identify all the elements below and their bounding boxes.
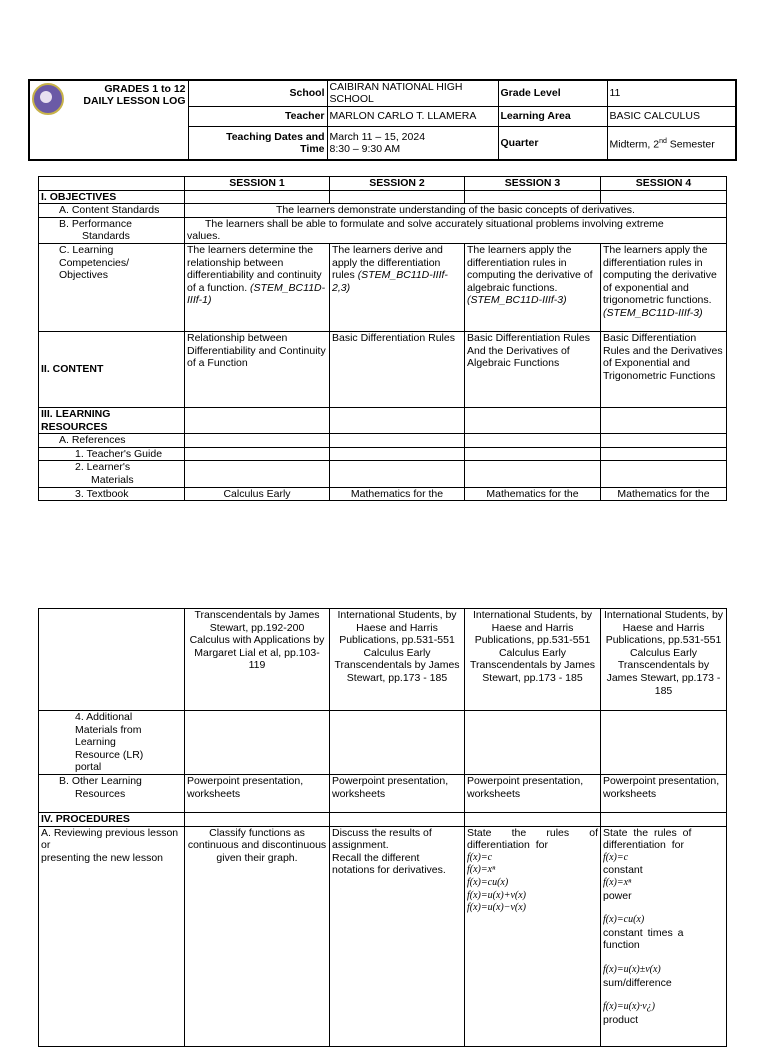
s4-rule-2: power (603, 889, 632, 902)
textbook-s1-part2: Transcendentals by James Stewart, pp.192-200 Calculus with Applications by Margaret Lial et al, pp.103-119 (185, 609, 330, 711)
school-label: School (188, 80, 327, 106)
dates-value (327, 126, 498, 160)
area-label: Learning Area (498, 106, 607, 126)
quarter-value (607, 126, 736, 160)
additional-materials-label: 4. Additional Materials from Learning Resource (LR) portal (39, 711, 185, 775)
s3-formula-3: f(x)=cu(x) (467, 876, 509, 888)
dates-label-line2: Time (300, 143, 325, 156)
performance-value-line2: values. (187, 230, 221, 243)
teacher-label: Teacher (188, 106, 327, 126)
textbook-s1-part1: Calculus Early (185, 487, 330, 501)
learners-materials-line1: 2. Learner's (75, 461, 131, 474)
quarter-value-sup: nd (659, 137, 667, 145)
other-resources-line2: Resources (75, 787, 126, 800)
competency-s2 (330, 243, 465, 331)
resources-heading-line1: III. LEARNING (41, 407, 111, 420)
school-value: CAIBIRAN NATIONAL HIGH SCHOOL (327, 80, 498, 106)
performance-label-line1: B. Performance (59, 217, 132, 230)
s4-formula-3: f(x)=cu(x) (603, 914, 645, 926)
quarter-value-tail: Semester (666, 138, 715, 151)
procedure-a-s3-intro: State the rules of differentiation for (467, 826, 598, 852)
s3-formula-1: f(x)=c (467, 851, 493, 863)
s4-rule-3: constant times a function (603, 926, 684, 952)
lesson-table-page1 (38, 176, 727, 501)
s3-formula-2: f(x)=xⁿ (467, 864, 496, 876)
other-resources-s1: Powerpoint presentation, worksheets (185, 774, 330, 812)
textbook-s2-part2: International Students, by Haese and Harris Publications, pp.531-551 Calculus Early Transcendentals by James Stewart, pp.173 - 185 (330, 609, 465, 711)
learners-materials-line2: Materials (91, 473, 134, 486)
other-resources-s2: Powerpoint presentation, worksheets (330, 774, 465, 812)
textbook-s3-part2: International Students, by Haese and Harris Publications, pp.531-551 Calculus Early Transcendentals by James Stewart, pp.173 - 185 (465, 609, 601, 711)
objectives-heading: I. OBJECTIVES (39, 190, 185, 204)
s4-rule-5: product (603, 1013, 639, 1026)
dates-value-line1: March 11 – 15, 2024 (329, 130, 426, 143)
textbook-s4-part1: Mathematics for the (601, 487, 727, 501)
content-s4: Basic Differentiation Rules and the Derivatives of Exponential and Trigonometric Functions (601, 331, 727, 407)
content-s3: Basic Differentiation Rules And the Derivatives of Algebraic Functions (465, 331, 601, 407)
procedure-a-s4 (601, 826, 727, 1046)
content-s2: Basic Differentiation Rules (330, 331, 465, 407)
references-label: A. References (39, 434, 185, 448)
other-resources-s3: Powerpoint presentation, worksheets (465, 774, 601, 812)
header-table (28, 79, 737, 161)
competency-s1 (185, 243, 330, 331)
grade-value: 11 (607, 80, 736, 106)
competency-s3-text: The learners apply the differentiation rules in computing the derivative of algebraic functions. (467, 243, 593, 294)
textbook-s4-part2: International Students, by Haese and Harris Publications, pp.531-551 Calculus Early Transcendentals by James Stewart, pp.173 - 185 (601, 609, 727, 711)
textbook-s2-part1: Mathematics for the (330, 487, 465, 501)
s4-rule-1: constant (603, 864, 643, 877)
header-title-cell (29, 80, 188, 160)
resources-heading-line2: RESOURCES (41, 420, 108, 433)
teachers-guide-label: 1. Teacher's Guide (39, 447, 185, 461)
textbook-label: 3. Textbook (39, 487, 185, 501)
competency-s2-text: The learners derive and apply the differentiation rules (332, 243, 443, 282)
dates-label-line1: Teaching Dates and (226, 130, 325, 143)
corner-cell (39, 177, 185, 191)
quarter-value-text: Midterm, 2 (609, 138, 660, 151)
performance-value-line1: The learners shall be able to formulate and solve accurately situational problems involving extreme (205, 217, 664, 230)
header-title-line2: DAILY LESSON LOG (83, 95, 186, 108)
session-header-4: SESSION 4 (601, 177, 727, 191)
s4-formula-4: f(x)=u(x)±v(x) (603, 963, 661, 975)
performance-label-line2: Standards (82, 230, 130, 243)
competency-s3-code: (STEM_BC11D-IIIf-3) (467, 294, 567, 307)
other-resources-label (39, 774, 185, 812)
lesson-table-page2 (38, 608, 727, 1047)
session-header-3: SESSION 3 (465, 177, 601, 191)
competency-s1-code: (STEM_BC11D-IIIf-1) (187, 281, 326, 307)
session-header-2: SESSION 2 (330, 177, 465, 191)
s4-formula-1: f(x)=c (603, 851, 629, 863)
deped-seal-icon (32, 83, 64, 115)
session-header-1: SESSION 1 (185, 177, 330, 191)
grade-label: Grade Level (498, 80, 607, 106)
dates-label (188, 126, 327, 160)
s4-formula-5: f(x)=u(x)·v¿) (603, 1001, 655, 1013)
s3-formula-4: f(x)=u(x)+v(x) (467, 889, 527, 901)
competency-s4 (601, 243, 727, 331)
competency-s4-text: The learners apply the differentiation rules in computing the derivative of exponential and trigonometric functions. (603, 243, 717, 307)
area-value: BASIC CALCULUS (607, 106, 736, 126)
performance-value (185, 217, 727, 243)
s4-rule-4: sum/difference (603, 976, 672, 989)
procedure-a-s1: Classify functions as continuous and discontinuous given their graph. (185, 826, 330, 1046)
procedure-a-label: A. Reviewing previous lesson or presenting the new lesson (39, 826, 185, 1046)
content-heading: II. CONTENT (39, 331, 185, 407)
content-s1: Relationship between Differentiability and Continuity of a Function (185, 331, 330, 407)
dates-value-line2: 8:30 – 9:30 AM (329, 143, 401, 156)
procedures-heading: IV. PROCEDURES (39, 812, 185, 826)
s4-formula-2: f(x)=xⁿ (603, 876, 632, 888)
competency-s4-code: (STEM_BC11D-IIIf-3) (603, 306, 703, 319)
textbook-s3-part1: Mathematics for the (465, 487, 601, 501)
teacher-value: MARLON CARLO T. LLAMERA (327, 106, 498, 126)
content-standards-label: A. Content Standards (39, 204, 185, 218)
competencies-label: C. Learning Competencies/ Objectives (39, 243, 185, 331)
s3-formula-5: f(x)=u(x)−v(x) (467, 902, 527, 914)
quarter-label: Quarter (498, 126, 607, 160)
competency-s3 (465, 243, 601, 331)
learners-materials-label (39, 461, 185, 487)
other-resources-s4: Powerpoint presentation, worksheets (601, 774, 727, 812)
procedure-a-s2: Discuss the results of assignment. Recall the different notations for derivatives. (330, 826, 465, 1046)
procedure-a-s3 (465, 826, 601, 1046)
header-title-line1: GRADES 1 to 12 (104, 83, 186, 95)
resources-heading (39, 407, 185, 433)
procedure-a-s4-intro: State the rules of differentiation for (603, 826, 692, 852)
competency-s1-text: The learners determine the relationship between differentiability and continuity of a function. (187, 243, 322, 294)
content-standards-value: The learners demonstrate understanding of the basic concepts of derivatives. (185, 204, 727, 218)
performance-label (39, 217, 185, 243)
competency-s2-code: (STEM_BC11D-IIIf-2,3) (332, 269, 448, 294)
other-resources-line1: B. Other Learning (59, 774, 142, 787)
